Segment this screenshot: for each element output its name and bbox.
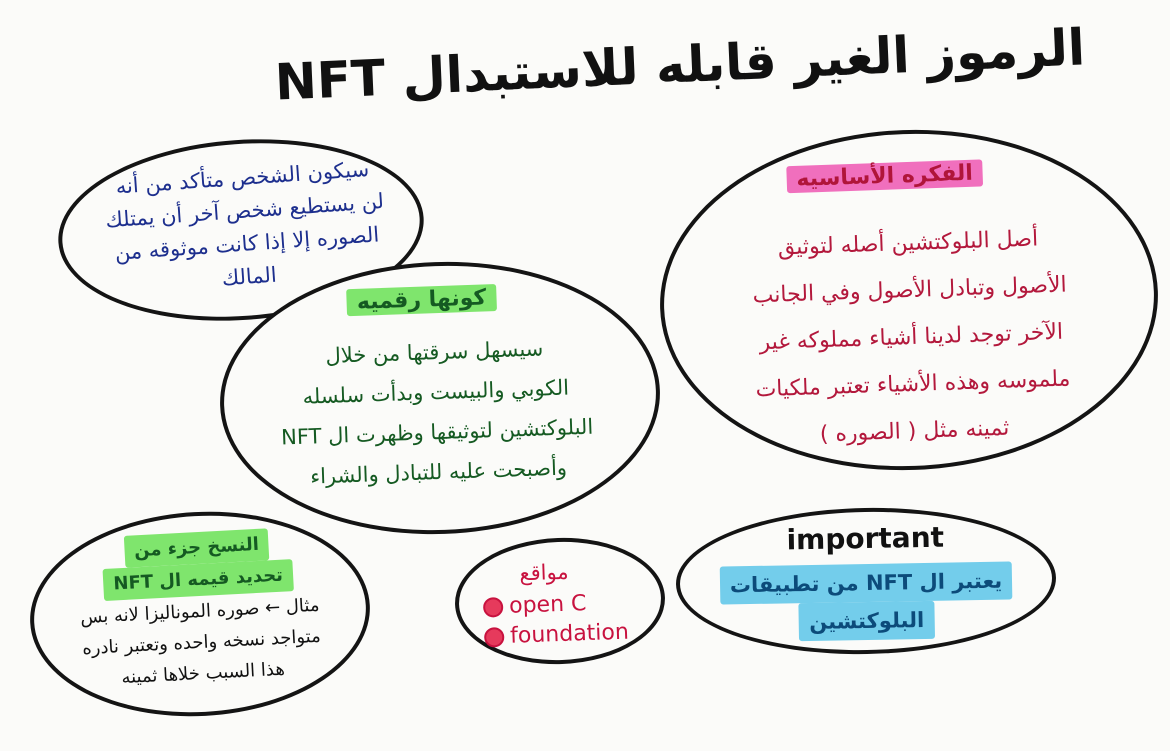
site-item-open-c [483, 591, 587, 620]
main-idea-line: الآخر توجد لدينا أشياء مملوكه غير [759, 319, 1064, 356]
digital-heading: كونها رقميه [346, 284, 496, 316]
digital-line: وأصبحت عليه للتبادل والشراء [309, 455, 568, 489]
sites-bubble [453, 534, 667, 667]
digital-line: البلوكتشين لتوثيقها وظهرت ال NFT [280, 414, 594, 450]
copies-bubble [25, 503, 375, 725]
main-idea-line: ثمينه مثل ( الصوره ) [819, 415, 1010, 448]
important-heading: important [786, 520, 945, 557]
bullet-dot-icon [484, 627, 505, 648]
copies-line: مثال ← صوره الموناليزا لانه بس [79, 594, 320, 629]
site-item-foundation [484, 620, 629, 650]
sites-heading: مواقع [519, 559, 569, 586]
important-line: يعتبر ال NFT من تطبيقات [720, 561, 1013, 604]
page-title: الرموز الغير قابله للاستبدال NFT [273, 18, 1087, 112]
main-idea-bubble [654, 121, 1164, 478]
main-idea-line: أصل البلوكتشين أصله لتوثيق [777, 226, 1039, 261]
digital-text [240, 325, 633, 498]
main-idea-text [691, 212, 1131, 462]
main-idea-line: الأصول وتبادل الأصول وفي الجانب [752, 272, 1068, 309]
bullet-dot-icon [483, 597, 504, 618]
identity-line: لن يستطيع شخص آخر أن يمتلك [104, 188, 385, 233]
identity-line: سيكون الشخص متأكد من أنه [114, 156, 370, 199]
site-label: open C [508, 591, 587, 619]
main-idea-line: ملموسه وهذه الأشياء تعتبر ملكيات [755, 366, 1071, 403]
digital-line: سيسهل سرقتها من خلال [325, 336, 544, 368]
main-idea-heading-wrap [659, 155, 1110, 198]
digital-bubble [215, 254, 664, 541]
copies-text [55, 588, 347, 696]
copies-heading-line: النسخ جزء من [123, 528, 269, 568]
digital-line: الكوبي والبيست وبدأت سلسله [302, 375, 570, 409]
identity-line: المالك [221, 262, 278, 291]
important-line: البلوكتشين [799, 601, 935, 641]
site-label: foundation [509, 619, 630, 649]
identity-line: الصوره إلا إذا كانت موثوقه من [114, 222, 380, 265]
copies-line: متواجد نسخه واحده وتعتبر نادره [81, 625, 322, 660]
important-bubble [675, 505, 1057, 658]
important-text [680, 561, 1053, 643]
copies-line: هذا السبب خلاها ثمينه [120, 658, 286, 689]
main-idea-heading: الفكره الأساسيه [786, 159, 983, 193]
copies-heading-line: تحديد قيمه ال NFT [103, 559, 294, 601]
